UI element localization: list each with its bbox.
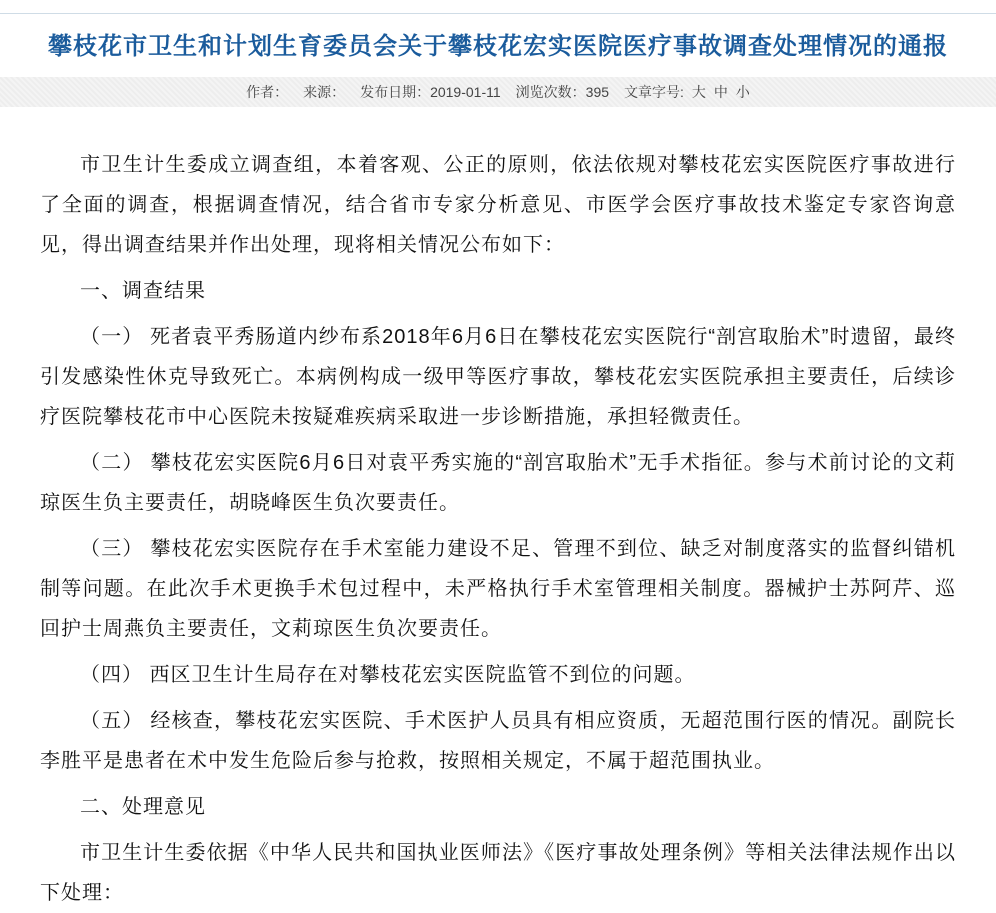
publish-date [360, 82, 501, 102]
article-paragraph: （四） 西区卫生计生局存在对攀枝花宏实医院监管不到位的问题。 [80, 664, 696, 687]
publish-date-label: 发布日期： [360, 84, 431, 101]
font-size-medium-button[interactable]: 中 [713, 84, 728, 101]
font-size-small-button[interactable]: 小 [735, 84, 750, 101]
source-label: 来源： [303, 84, 346, 101]
article-paragraph: 市卫生计生委成立调查组，本着客观、公正的原则，依法依规对攀枝花宏实医院医疗事故进行了全面的调查，根据调查情况，结合省市专家分析意见、市医学会医疗事故技术鉴定专家咨询意见，得出调查结果并作出处理，现将相关情况公布如下： [40, 154, 956, 257]
meta-bar [0, 77, 996, 107]
article-paragraph: （一） 死者袁平秀肠道内纱布系2018年6月6日在攀枝花宏实医院行“剖宫取胎术”时遗留，最终引发感染性休克导致死亡。本病例构成一级甲等医疗事故，攀枝花宏实医院承担主要责任，后续诊疗医院攀枝花市中心医院未按疑难疾病采取进一步诊断措施，承担轻微责任。 [40, 326, 956, 429]
article [0, 107, 996, 913]
publish-date-value: 2019-01-11 [430, 84, 501, 101]
view-count [516, 82, 609, 102]
view-count-value: 395 [585, 84, 610, 101]
section-heading: 二、处理意见 [80, 796, 206, 819]
font-size-large-button[interactable]: 大 [691, 84, 706, 101]
page-title: 攀枝花市卫生和计划生育委员会关于攀枝花宏实医院医疗事故调查处理情况的通报 [48, 33, 948, 60]
section-heading: 一、调查结果 [80, 280, 206, 303]
article-paragraph: 市卫生计生委依据《中华人民共和国执业医师法》《医疗事故处理条例》等相关法律法规作出以下处理： [40, 842, 956, 905]
author-label: 作者： [246, 84, 289, 101]
article-paragraph: （三） 攀枝花宏实医院存在手术室能力建设不足、管理不到位、缺乏对制度落实的监督纠错机制等问题。在此次手术更换手术包过程中，未严格执行手术室管理相关制度。器械护士苏阿芹、巡回护士周燕负主要责任，文莉琼医生负次要责任。 [40, 538, 956, 641]
view-count-label: 浏览次数： [515, 84, 586, 101]
article-paragraph: （五） 经核查，攀枝花宏实医院、手术医护人员具有相应资质，无超范围行医的情况。副院长李胜平是患者在术中发生危险后参与抢救，按照相关规定，不属于超范围执业。 [40, 710, 956, 773]
font-size-label: 文章字号: [624, 84, 684, 101]
top-rule [0, 0, 996, 14]
font-size-control [624, 82, 750, 102]
article-paragraph: （二） 攀枝花宏实医院6月6日对袁平秀实施的“剖宫取胎术”无手术指征。参与术前讨论的文莉琼医生负主要责任，胡晓峰医生负次要责任。 [40, 452, 956, 515]
